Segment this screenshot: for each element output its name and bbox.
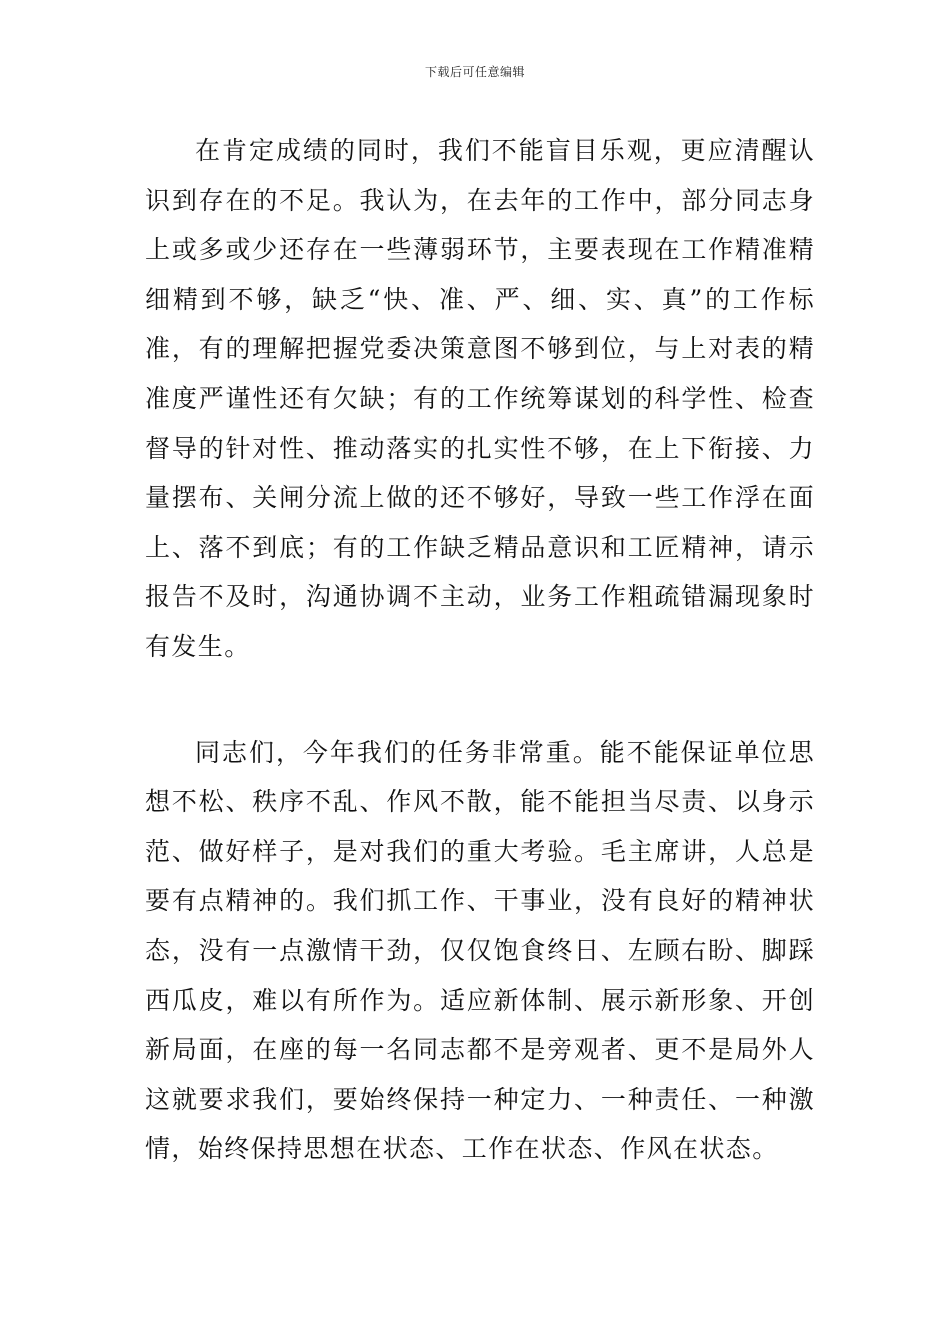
paragraph-mental-state: 同志们，今年我们的任务非常重。能不能保证单位思想不松、秩序不乱、作风不散，能不能担当尽责、以身示范、做好样子，是对我们的重大考验。毛主席讲，人总是要有点精神的。我们抓工作、干事业，没有良好的精神状态，没有一点激情干劲，仅仅饱食终日、左顾右盼、脚踩西瓜皮，难以有所作为。适应新体制、展示新形象、开创新局面，在座的每一名同志都不是旁观者、更不是局外人这就要求我们，要始终保持一种定力、一种责任、一种激情，始终保持思想在状态、工作在状态、作风在状态。 [145,737,815,1164]
page-header-note: 下载后可任意编辑 [424,65,525,79]
paragraph-shortcomings: 在肯定成绩的同时，我们不能盲目乐观，更应清醒认识到存在的不足。我认为，在去年的工作中，部分同志身上或多或少还存在一些薄弱环节，主要表现在工作精准精细精到不够，缺乏“快、准、严、细、实、真”的工作标准，有的理解把握党委决策意图不够到位，与上对表的精准度严谨性还有欠缺；有的工作统筹谋划的科学性、检查督导的针对性、推动落实的扎实性不够，在上下衔接、力量摆布、关闸分流上做的还不够好，导致一些工作浮在面上、落不到底；有的工作缺乏精品意识和工匠精神，请示报告不及时，沟通协调不主动，业务工作粗疏错漏现象时有发生。 [145,136,815,661]
document-body [145,126,815,1174]
